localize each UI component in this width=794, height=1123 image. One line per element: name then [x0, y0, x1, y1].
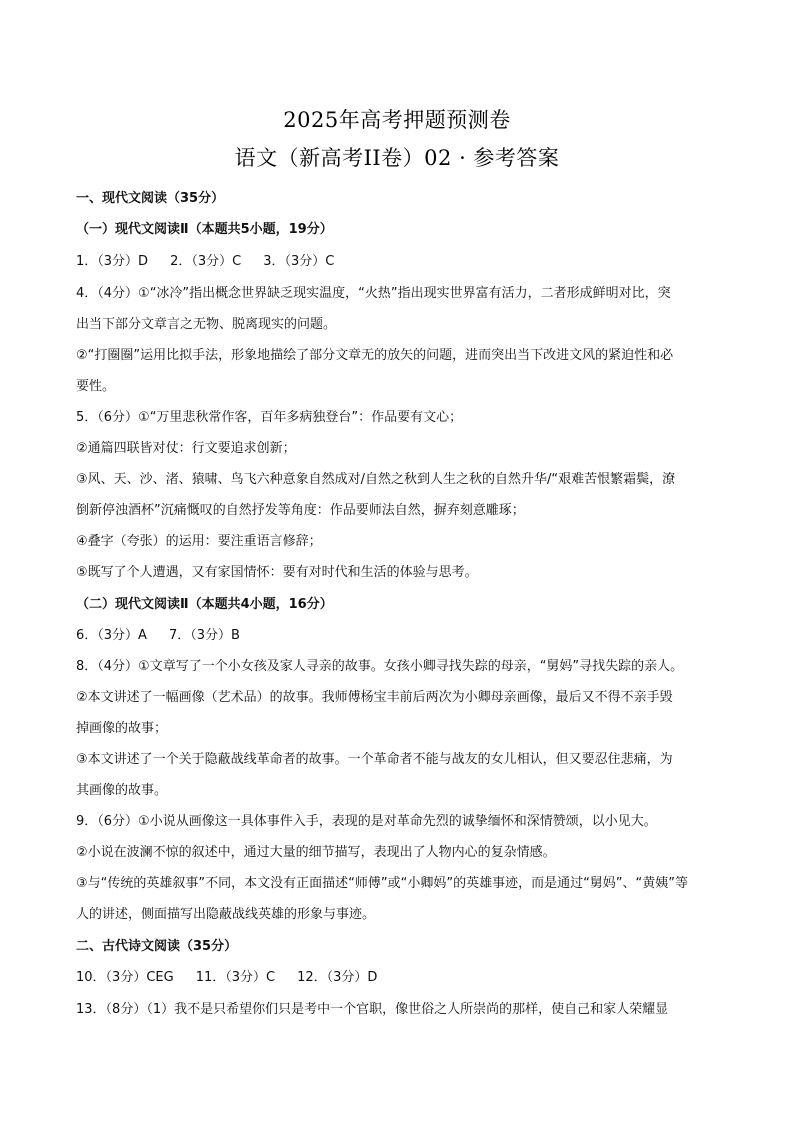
answer-text: ④叠字（夸张）的运用：要注重语言修辞；	[76, 534, 322, 549]
answer-text: 其画像的故事。	[76, 783, 168, 798]
subsection-heading: （一）现代文阅读Ⅱ（本题共5小题，19分）	[76, 222, 333, 237]
answer-text: ③本文讲述了一个关于隐蔽战线革命者的故事。一个革命者不能与战友的女儿相认，但又要忍住悲痛，为	[76, 752, 673, 767]
answer-text: 9．（6分）①小说从画像这一具体事件入手，表现的是对革命先烈的诚挚缅怀和深情赞颂，以小见大。	[76, 814, 657, 829]
answer-text: 4．（4分）①“冰冷”指出概念世界缺乏现实温度，“火热”指出现实世界富有活力，二者形成鲜明对比，突	[76, 286, 671, 301]
answer-text: 倒新停浊酒杯”沉痛慨叹的自然抒发等角度：作品要师法自然，摒弃刻意雕琢；	[76, 503, 525, 518]
answer-text: ③与“传统的英雄叙事”不同，本文没有正面描述“师傅”或“小卿妈”的英雄事迹，而是通过“舅妈”、“黄姨”等	[76, 876, 689, 891]
page-subtitle: 语文（新高考II卷）02 · 参考答案	[234, 146, 560, 170]
answer-text: ②本文讲述了一幅画像（艺术品）的故事。我师傅杨宝丰前后两次为小卿母亲画像，最后又不得不亲手毁	[76, 690, 673, 705]
answer-row	[76, 969, 726, 987]
answer-item: 3．（3分）C	[263, 254, 335, 269]
subsection-heading: （二）现代文阅读Ⅱ（本题共4小题，16分）	[76, 597, 333, 612]
answer-text: ③风、天、沙、渚、猿啸、鸟飞六种意象自然成对/自然之秋到人生之秋的自然升华/“艰难苦恨繁霜鬓，潦	[76, 472, 676, 487]
answer-row	[76, 253, 726, 271]
answer-text: 要性。	[76, 379, 116, 394]
answer-text: ②通篇四联皆对仗：行文要追求创新；	[76, 441, 296, 456]
section-heading: 一、现代文阅读（35分）	[76, 191, 225, 206]
answer-text: 5．（6分）①“万里悲秋常作客，百年多病独登台”：作品要有文心；	[76, 410, 463, 425]
answer-text: 人的讲述，侧面描写出隐蔽战线英雄的形象与事迹。	[76, 907, 376, 922]
answer-item: 11．（3分）C	[195, 970, 276, 985]
answer-text: 13．（8分）（1）我不是只希望你们只是考中一个官职，像世俗之人所崇尚的那样，使自己和家人荣耀显	[76, 1002, 669, 1017]
answer-text: 掉画像的故事；	[76, 721, 168, 736]
page-title: 2025年高考押题预测卷	[283, 108, 511, 132]
answer-item: 10．（3分）CEG	[76, 970, 174, 985]
answer-item: 7．（3分）B	[168, 628, 240, 643]
answer-text: 8．（4分）①文章写了一个小女孩及家人寻亲的故事。女孩小卿寻找失踪的母亲，“舅妈”寻找失踪的亲人。	[76, 659, 684, 674]
answer-item: 12．（3分）D	[297, 970, 378, 985]
answer-text: ⑤既写了个人遭遇，又有家国情怀：要有对时代和生活的体验与思考。	[76, 565, 478, 580]
answer-row	[76, 627, 726, 645]
answer-text: ②“打圈圈”运用比拟手法，形象地描绘了部分文章无的放矢的问题，进而突出当下改进文风的紧迫性和必	[76, 348, 674, 363]
answer-item: 2．（3分）C	[170, 254, 242, 269]
section-heading: 二、古代诗文阅读（35分）	[76, 939, 238, 954]
answer-item: 6．（3分）A	[76, 628, 147, 643]
answer-item: 1．（3分）D	[76, 254, 149, 269]
answer-text: 出当下部分文章言之无物、脱离现实的问题。	[76, 317, 337, 332]
answer-text: ②小说在波澜不惊的叙述中，通过大量的细节描写，表现出了人物内心的复杂情感。	[76, 845, 556, 860]
